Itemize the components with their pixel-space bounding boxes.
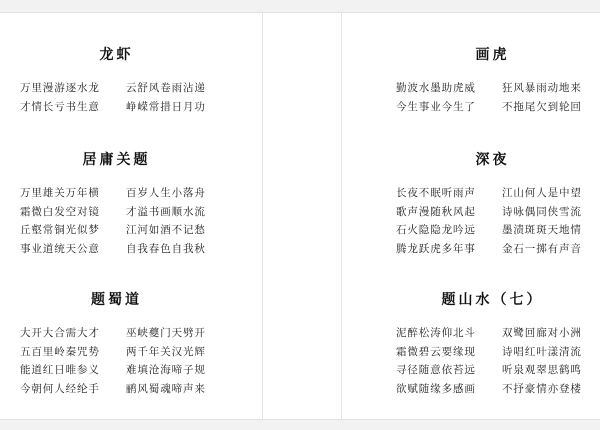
- poem-line: 诗咏偶同侠雪流: [502, 205, 582, 218]
- poem-line: 五百里岭秦咒势: [20, 345, 100, 358]
- couplet: [20, 240, 210, 259]
- poem-line: 不抒豪情亦登楼: [502, 382, 582, 395]
- couplet: [20, 79, 210, 98]
- poem-line: 两千年关汉光辉: [126, 345, 206, 358]
- poem-line: 才溢书画顺水流: [126, 205, 206, 218]
- poem-line: 百岁人生小落舟: [126, 187, 206, 199]
- poem-title: 龙虾: [99, 47, 134, 63]
- couplet: [396, 324, 586, 343]
- poem-title: 居庸关题: [82, 152, 151, 168]
- poem-title: 深夜: [475, 152, 510, 168]
- poem-line: 歌声漫随秋风起: [396, 205, 476, 218]
- poem-line: 狂风暴雨动地来: [502, 82, 582, 94]
- couplet: [20, 380, 210, 399]
- poem-line: 金石一掷有声音: [502, 242, 582, 255]
- poem-line: 云舒风卷雨沾递: [126, 82, 206, 94]
- poem-line: 霜微白发空对镜: [20, 205, 100, 218]
- poem-line: 难填沧海啼子规: [126, 364, 206, 376]
- poem-body: [20, 184, 210, 258]
- poem-line: 事业道统天公意: [20, 242, 100, 255]
- poem-line: 峥嵘常措日月功: [126, 100, 206, 113]
- couplet: [20, 184, 210, 203]
- left-page: [0, 0, 262, 430]
- poem-body: [396, 184, 586, 258]
- poem-line: 霜微碧云要缘现: [396, 345, 476, 358]
- couplet: [396, 221, 586, 240]
- poem-line: 能道红日唯参义: [20, 364, 100, 376]
- couplet: [20, 343, 210, 362]
- poem-body: [396, 324, 586, 398]
- poem-line: 不拖尾欠到轮回: [502, 100, 582, 113]
- poem-title: 题山水（七）: [441, 292, 544, 308]
- poem-line: 泥醉松涛仰北斗: [396, 327, 476, 339]
- poem-line: 今生事业今生了: [396, 100, 476, 113]
- poem-line: 巫峡夔门天劈开: [126, 327, 206, 339]
- poem-title: 画虎: [475, 47, 510, 63]
- poem-line: 欲赋随缘多感画: [396, 382, 476, 395]
- poem-title: 题蜀道: [91, 292, 142, 308]
- poem-line: 江山何人是中望: [502, 187, 582, 199]
- poem-line: 万里雄关万年横: [20, 187, 100, 199]
- poem-line: 双鹭回廊对小洲: [502, 327, 582, 339]
- poem-line: 墨渍斑斑天地情: [502, 224, 582, 236]
- couplet: [20, 203, 210, 222]
- poem-line: 长夜不眠听雨声: [396, 187, 476, 199]
- poem-line: 听泉观翠思鹤鸣: [502, 364, 582, 376]
- couplet: [20, 221, 210, 240]
- couplet: [396, 79, 586, 98]
- poem-line: 鹂风蜀魂啼声来: [126, 382, 206, 395]
- couplet: [396, 184, 586, 203]
- poem-block: [20, 47, 210, 116]
- poem-line: 寻径随意依苔远: [396, 364, 476, 376]
- poem-line: 才情长亏书生意: [20, 100, 100, 113]
- poem-line: 自我春色自我秋: [126, 242, 206, 255]
- poem-block: [20, 292, 210, 398]
- poem-block: [396, 152, 586, 258]
- poem-body: [20, 79, 210, 116]
- poem-line: 诗唱红叶漾清流: [502, 345, 582, 358]
- poem-body: [396, 79, 586, 116]
- right-page: [341, 0, 600, 430]
- poem-line: 今朝何人经纶手: [20, 382, 100, 395]
- couplet: [396, 361, 586, 380]
- left-page-edge: [262, 13, 263, 419]
- poem-line: 石火隐隐龙吟远: [396, 224, 476, 236]
- couplet: [396, 203, 586, 222]
- poem-block: [20, 152, 210, 258]
- couplet: [396, 343, 586, 362]
- poem-body: [20, 324, 210, 398]
- poem-block: [396, 47, 586, 116]
- poem-line: 万里漫游逐水龙: [20, 82, 100, 94]
- couplet: [20, 324, 210, 343]
- poem-line: 勤波水墨助虎威: [396, 82, 476, 94]
- couplet: [396, 380, 586, 399]
- poem-line: 江河如酒不记愁: [126, 224, 206, 236]
- couplet: [396, 98, 586, 117]
- couplet: [20, 361, 210, 380]
- poem-line: 腾龙跃虎多年事: [396, 242, 476, 255]
- poem-line: 大开大合需大才: [20, 327, 100, 339]
- couplet: [396, 240, 586, 259]
- couplet: [20, 98, 210, 117]
- poem-block: [396, 292, 586, 398]
- poem-line: 丘壑常铜光似梦: [20, 224, 100, 236]
